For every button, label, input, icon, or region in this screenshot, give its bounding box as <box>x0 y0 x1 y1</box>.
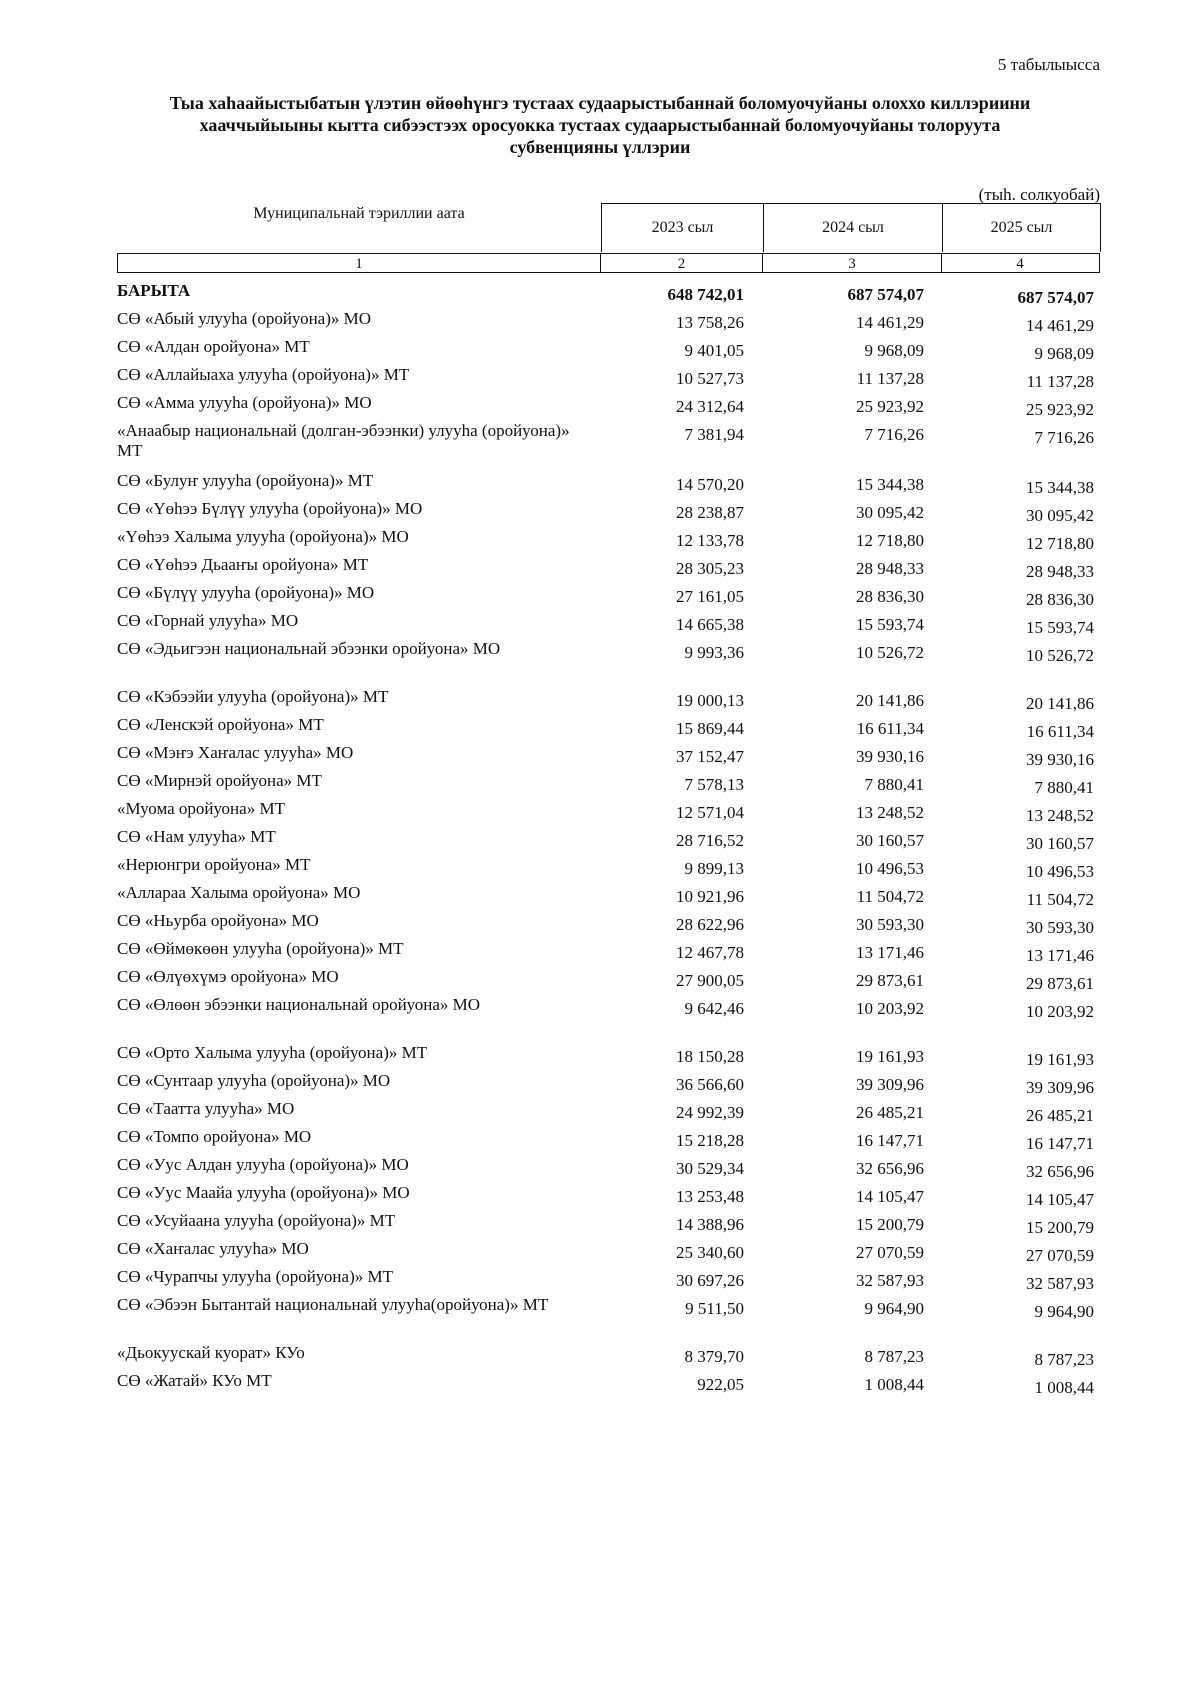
value-2023: 27 161,05 <box>676 587 744 606</box>
value-2024: 15 593,74 <box>856 615 924 634</box>
value-2024: 11 137,28 <box>856 369 924 388</box>
value-2023: 27 900,05 <box>676 971 744 990</box>
value-2023: 12 133,78 <box>676 531 744 550</box>
municipality-name: СӨ «Уус Алдан улууһа (оройуона)» МО <box>117 1155 409 1174</box>
value-2023: 28 305,23 <box>676 559 744 578</box>
title-line: Тыа хаһаайыстыбатын үлэтин өйөөһүнгэ тустаах судаарыстыбаннай боломуочуйаны олоххо киллэриини <box>169 93 1031 113</box>
value-2023: 8 379,70 <box>684 1347 744 1366</box>
table-row <box>117 1099 1100 1127</box>
table-row <box>117 1371 1100 1399</box>
municipality-name: СӨ «Алдан оройуона» МТ <box>117 337 310 356</box>
appendix-label: 5 табылыысса <box>997 55 1100 74</box>
value-2024: 7 716,26 <box>864 425 924 444</box>
table-row <box>117 1127 1100 1155</box>
value-2025: 30 160,57 <box>1026 834 1094 853</box>
value-2023: 9 511,50 <box>685 1299 744 1318</box>
value-2023: 28 622,96 <box>676 915 744 934</box>
table-row <box>117 393 1100 421</box>
value-2024: 9 968,09 <box>864 341 924 360</box>
municipality-name: СӨ «Ленскэй оройуона» МТ <box>117 715 324 734</box>
municipality-name: СӨ «Нам улууһа» МТ <box>117 827 276 846</box>
municipality-name: СӨ «Бүлүү улууһа (оройуона)» МО <box>117 583 375 602</box>
value-2023: 922,05 <box>697 1375 744 1394</box>
value-2024: 14 461,29 <box>856 313 924 332</box>
table-row <box>117 639 1100 667</box>
total-2024: 687 574,07 <box>847 285 924 304</box>
value-2025: 39 930,16 <box>1026 750 1094 769</box>
value-2025: 27 070,59 <box>1026 1246 1094 1265</box>
value-2025: 29 873,61 <box>1026 974 1094 993</box>
municipality-name: «Нерюнгри оройуона» МТ <box>117 855 311 874</box>
value-2024: 29 873,61 <box>856 971 924 990</box>
table-row <box>117 1295 1100 1323</box>
municipality-name: «Аллараа Халыма оройуона» МО <box>117 883 361 902</box>
table-row <box>117 583 1100 611</box>
table-row <box>117 771 1100 799</box>
table-row <box>117 1155 1100 1183</box>
table-row <box>117 743 1100 771</box>
value-2025: 19 161,93 <box>1026 1050 1094 1069</box>
value-2023: 7 578,13 <box>684 775 744 794</box>
table-body <box>117 281 1100 1399</box>
value-2024: 30 160,57 <box>856 831 924 850</box>
value-2023: 14 388,96 <box>676 1215 744 1234</box>
table-row <box>117 1343 1100 1371</box>
value-2023: 10 527,73 <box>676 369 744 388</box>
value-2025: 7 880,41 <box>1034 778 1094 797</box>
table-row <box>117 1267 1100 1295</box>
value-2025: 13 248,52 <box>1026 806 1094 825</box>
municipality-name: СӨ «Усуйаана улууһа (оройуона)» МТ <box>117 1211 396 1230</box>
value-2023: 7 381,94 <box>684 425 744 444</box>
table-row <box>117 1183 1100 1211</box>
municipality-name: СӨ «Томпо оройуона» МО <box>117 1127 312 1146</box>
value-2024: 10 203,92 <box>856 999 924 1018</box>
value-2023: 13 253,48 <box>676 1187 744 1206</box>
table-row <box>117 799 1100 827</box>
table-row <box>117 715 1100 743</box>
value-2024: 30 593,30 <box>856 915 924 934</box>
value-2025: 9 964,90 <box>1034 1302 1094 1321</box>
municipality-name: «Анаабыр национальнай (долган-эбээнки) улууһа (оройуона)» МТ <box>117 421 570 460</box>
value-2025: 16 147,71 <box>1026 1134 1094 1153</box>
value-2023: 9 642,46 <box>684 999 744 1018</box>
table-header <box>117 203 1100 273</box>
value-2025: 28 836,30 <box>1026 590 1094 609</box>
total-row <box>117 281 1100 309</box>
column-header-name: Муниципальнай тэриллии аата <box>253 205 465 222</box>
municipality-name: СӨ «Кэбээйи улууһа (оройуона)» МТ <box>117 687 389 706</box>
value-2023: 24 992,39 <box>676 1103 744 1122</box>
municipality-name: СӨ «Өлүөхүмэ оройуона» МО <box>117 967 339 986</box>
municipality-name: СӨ «Булуҥ улууһа (оройуона)» МТ <box>117 471 374 490</box>
value-2025: 39 309,96 <box>1026 1078 1094 1097</box>
year-headers <box>601 203 1101 252</box>
table-row <box>117 365 1100 393</box>
value-2023: 19 000,13 <box>676 691 744 710</box>
title-line: хааччыйыыны кытта сибээстээх оросуокка тустаах судаарыстыбаннай боломуочуйаны толоруута <box>199 115 1001 135</box>
column-header-2024: 2024 сыл <box>763 204 942 252</box>
value-2025: 11 137,28 <box>1026 372 1094 391</box>
municipality-name: СӨ «Үөһээ Бүлүү улууһа (оройуона)» МО <box>117 499 423 518</box>
municipality-name: СӨ «Өймөкөөн улууһа (оройуона)» МТ <box>117 939 404 958</box>
value-2024: 1 008,44 <box>864 1375 924 1394</box>
table-row <box>117 527 1100 555</box>
value-2023: 14 665,38 <box>676 615 744 634</box>
value-2025: 10 496,53 <box>1026 862 1094 881</box>
value-2023: 12 571,04 <box>676 803 744 822</box>
value-2024: 13 248,52 <box>856 803 924 822</box>
value-2024: 20 141,86 <box>856 691 924 710</box>
value-2025: 32 656,96 <box>1026 1162 1094 1181</box>
value-2023: 13 758,26 <box>676 313 744 332</box>
municipality-name: СӨ «Хаҥалас улууһа» МО <box>117 1239 309 1258</box>
municipality-name: СӨ «Уус Маайа улууһа (оройуона)» МО <box>117 1183 410 1202</box>
municipality-name: СӨ «Аллайыаха улууһа (оройуона)» МТ <box>117 365 410 384</box>
municipality-name: СӨ «Амма улууһа (оройуона)» МО <box>117 393 372 412</box>
group-spacer <box>117 1323 1100 1343</box>
value-2025: 9 968,09 <box>1034 344 1094 363</box>
value-2024: 8 787,23 <box>864 1347 924 1366</box>
municipality-name: СӨ «Эдьигээн национальнай эбээнки оройуона» МО <box>117 639 501 658</box>
column-number: 3 <box>762 254 941 272</box>
value-2025: 30 095,42 <box>1026 506 1094 525</box>
municipality-name: СӨ «Таатта улууһа» МО <box>117 1099 295 1118</box>
value-2023: 36 566,60 <box>676 1075 744 1094</box>
municipality-name: СӨ «Чурапчы улууһа (оройуона)» МТ <box>117 1267 393 1286</box>
value-2023: 14 570,20 <box>676 475 744 494</box>
value-2023: 24 312,64 <box>676 397 744 416</box>
municipality-name: СӨ «Эбээн Бытантай национальнай улууһа(оройуона)» МТ <box>117 1295 549 1314</box>
municipality-name: СӨ «Мирнэй оройуона» МТ <box>117 771 322 790</box>
document-title <box>120 92 1080 158</box>
table-row <box>117 1071 1100 1099</box>
value-2023: 12 467,78 <box>676 943 744 962</box>
value-2024: 39 309,96 <box>856 1075 924 1094</box>
column-header-2023: 2023 сыл <box>601 204 763 252</box>
value-2025: 15 593,74 <box>1026 618 1094 637</box>
value-2025: 28 948,33 <box>1026 562 1094 581</box>
value-2024: 16 611,34 <box>856 719 924 738</box>
value-2023: 15 218,28 <box>676 1131 744 1150</box>
value-2025: 16 611,34 <box>1026 722 1094 741</box>
table-row <box>117 1211 1100 1239</box>
table-row <box>117 883 1100 911</box>
units-note: (тыһ. солкуобай) <box>978 185 1100 204</box>
table-row <box>117 1043 1100 1071</box>
table-row <box>117 499 1100 527</box>
table-row <box>117 471 1100 499</box>
value-2025: 25 923,92 <box>1026 400 1094 419</box>
value-2025: 10 203,92 <box>1026 1002 1094 1021</box>
value-2024: 14 105,47 <box>856 1187 924 1206</box>
value-2025: 10 526,72 <box>1026 646 1094 665</box>
table-row <box>117 911 1100 939</box>
value-2024: 27 070,59 <box>856 1243 924 1262</box>
column-number: 4 <box>941 254 1098 272</box>
value-2023: 15 869,44 <box>676 719 744 738</box>
column-number: 2 <box>600 254 762 272</box>
table-row <box>117 1239 1100 1267</box>
municipality-name: СӨ «Үөһээ Дьааҥы оройуона» МТ <box>117 555 369 574</box>
value-2024: 13 171,46 <box>856 943 924 962</box>
value-2024: 32 656,96 <box>856 1159 924 1178</box>
value-2024: 26 485,21 <box>856 1103 924 1122</box>
municipality-name: СӨ «Мэҥэ Хаҥалас улууһа» МО <box>117 743 354 762</box>
municipality-name: СӨ «Абый улууһа (оройуона)» МО <box>117 309 372 328</box>
value-2023: 28 238,87 <box>676 503 744 522</box>
value-2024: 16 147,71 <box>856 1131 924 1150</box>
value-2025: 12 718,80 <box>1026 534 1094 553</box>
value-2024: 28 948,33 <box>856 559 924 578</box>
municipality-name: СӨ «Ньурба оройуона» МО <box>117 911 319 930</box>
total-2025: 687 574,07 <box>1017 288 1094 307</box>
value-2025: 20 141,86 <box>1026 694 1094 713</box>
municipality-name: «Үөһээ Халыма улууһа (оройуона)» МО <box>117 527 409 546</box>
municipality-name: СӨ «Өлөөн эбээнки национальнай оройуона» МО <box>117 995 481 1014</box>
value-2025: 14 105,47 <box>1026 1190 1094 1209</box>
value-2025: 11 504,72 <box>1026 890 1094 909</box>
value-2023: 28 716,52 <box>676 831 744 850</box>
value-2024: 28 836,30 <box>856 587 924 606</box>
municipality-name: СӨ «Горнай улууһа» МО <box>117 611 299 630</box>
municipality-name: СӨ «Сунтаар улууһа (оройуона)» МО <box>117 1071 391 1090</box>
value-2025: 1 008,44 <box>1034 1378 1094 1397</box>
title-line: субвенцияны үллэрии <box>509 137 691 157</box>
value-2023: 25 340,60 <box>676 1243 744 1262</box>
municipality-name: «Муома оройуона» МТ <box>117 799 285 818</box>
value-2025: 14 461,29 <box>1026 316 1094 335</box>
value-2025: 26 485,21 <box>1026 1106 1094 1125</box>
table-row <box>117 855 1100 883</box>
table-row <box>117 827 1100 855</box>
table-row <box>117 309 1100 337</box>
value-2024: 7 880,41 <box>864 775 924 794</box>
table-row <box>117 687 1100 715</box>
value-2025: 15 344,38 <box>1026 478 1094 497</box>
value-2023: 10 921,96 <box>676 887 744 906</box>
value-2025: 15 200,79 <box>1026 1218 1094 1237</box>
value-2025: 30 593,30 <box>1026 918 1094 937</box>
value-2024: 15 344,38 <box>856 475 924 494</box>
column-number: 1 <box>355 256 363 272</box>
value-2025: 7 716,26 <box>1034 428 1094 447</box>
total-label: БАРЫТА <box>117 281 191 300</box>
value-2024: 39 930,16 <box>856 747 924 766</box>
value-2023: 9 401,05 <box>684 341 744 360</box>
value-2023: 30 529,34 <box>676 1159 744 1178</box>
value-2024: 12 718,80 <box>856 531 924 550</box>
column-header-2025: 2025 сыл <box>942 204 1100 252</box>
municipality-name: СӨ «Жатай» КУо МТ <box>117 1371 272 1390</box>
value-2025: 13 171,46 <box>1026 946 1094 965</box>
value-2023: 18 150,28 <box>676 1047 744 1066</box>
value-2024: 19 161,93 <box>856 1047 924 1066</box>
column-number-row <box>117 253 1100 273</box>
group-spacer <box>117 1023 1100 1043</box>
value-2023: 9 899,13 <box>684 859 744 878</box>
value-2025: 8 787,23 <box>1034 1350 1094 1369</box>
total-2023: 648 742,01 <box>667 285 744 304</box>
value-2024: 25 923,92 <box>856 397 924 416</box>
value-2023: 37 152,47 <box>676 747 744 766</box>
value-2024: 15 200,79 <box>856 1215 924 1234</box>
table-row <box>117 421 1100 471</box>
table-row <box>117 967 1100 995</box>
municipality-name: СӨ «Орто Халыма улууһа (оройуона)» МТ <box>117 1043 428 1062</box>
value-2024: 32 587,93 <box>856 1271 924 1290</box>
value-2024: 30 095,42 <box>856 503 924 522</box>
value-2024: 10 496,53 <box>856 859 924 878</box>
table-row <box>117 337 1100 365</box>
value-2024: 11 504,72 <box>856 887 924 906</box>
value-2024: 9 964,90 <box>864 1299 924 1318</box>
value-2023: 30 697,26 <box>676 1271 744 1290</box>
value-2023: 9 993,36 <box>684 643 744 662</box>
group-spacer <box>117 667 1100 687</box>
municipality-name: «Дьокуускай куорат» КУо <box>117 1343 305 1362</box>
value-2024: 10 526,72 <box>856 643 924 662</box>
table-row <box>117 995 1100 1023</box>
value-2025: 32 587,93 <box>1026 1274 1094 1293</box>
table-row <box>117 555 1100 583</box>
table-row <box>117 611 1100 639</box>
table-row <box>117 939 1100 967</box>
